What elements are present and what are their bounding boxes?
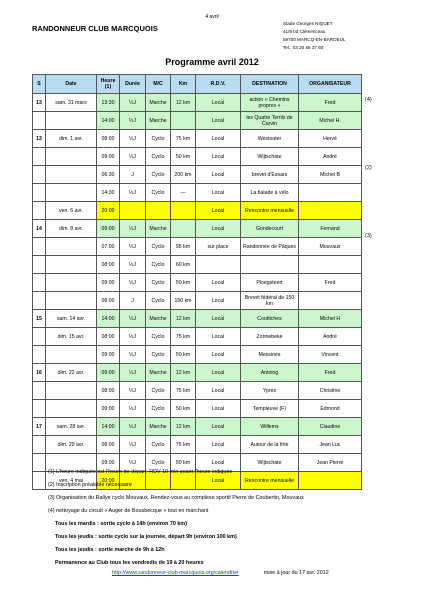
organiser-cell: André — [299, 328, 362, 346]
time-cell: 09:00 — [97, 400, 120, 418]
time-cell: 08:00 — [97, 292, 120, 310]
page-note: 4 avril — [205, 14, 219, 20]
rdv-cell: Local — [196, 292, 241, 310]
destination-cell: Wijtschate — [241, 454, 299, 472]
table-row — [33, 202, 362, 220]
duration-cell: ½J — [120, 238, 146, 256]
duration-cell: ½J — [120, 274, 146, 292]
duration-cell: ½J — [120, 346, 146, 364]
time-cell: 14:00 — [97, 112, 120, 130]
rdv-cell: Local — [196, 220, 241, 238]
table-row — [33, 184, 362, 202]
destination-cell: Ypres — [241, 382, 299, 400]
date-cell — [46, 184, 97, 202]
time-cell: 09:00 — [97, 364, 120, 382]
footer-link[interactable]: http://www.randonneur-club-marcquois.org/calendrier — [112, 570, 239, 576]
distance-cell — [171, 202, 196, 220]
organiser-cell: Claudine — [299, 418, 362, 436]
table-row — [33, 436, 362, 454]
rdv-cell: Local — [196, 94, 241, 112]
address-line: 59700 MARCQ-EN-BAROEUL — [283, 37, 346, 42]
footnote: (4) nettoyage du circuit « Auger de Bousbecque » tout en marchant — [48, 508, 209, 514]
footnote: (1) L'heure indiquée est l'heure de départ. RDV 10 min avant l'heure indiquée — [48, 469, 233, 475]
time-cell: 14:30 — [97, 184, 120, 202]
footer — [112, 570, 329, 576]
distance-cell: 50 km — [171, 400, 196, 418]
address-line: Stade Georges NIQUET — [283, 21, 333, 26]
date-cell: sam. 28 avr. — [46, 418, 97, 436]
duration-cell: ½J — [120, 364, 146, 382]
date-cell — [46, 112, 97, 130]
table-row — [33, 292, 362, 310]
club-address — [283, 20, 383, 52]
week-cell: 15 — [33, 310, 46, 328]
destination-cell: les Quatre Terrils de Carvin — [241, 112, 299, 130]
distance-cell: 50 km — [171, 148, 196, 166]
destination-cell: Brevet fédéral de 150 km — [241, 292, 299, 310]
type-cell — [146, 202, 171, 220]
duration-cell: ½J — [120, 256, 146, 274]
time-cell: 08:00 — [97, 328, 120, 346]
table-row — [33, 166, 362, 184]
rdv-cell: Local — [196, 166, 241, 184]
header-cell: DESTINATION — [241, 75, 299, 94]
week-cell — [33, 382, 46, 400]
time-cell: 20:00 — [97, 472, 120, 490]
week-cell — [33, 184, 46, 202]
table-row — [33, 256, 362, 274]
rdv-cell: Local — [196, 400, 241, 418]
header-cell: Heure (1) — [97, 75, 120, 94]
table-row — [33, 418, 362, 436]
type-cell: Cyclo — [146, 274, 171, 292]
distance-cell — [171, 220, 196, 238]
time-cell: 07:00 — [97, 238, 120, 256]
distance-cell: 75 km — [171, 130, 196, 148]
type-cell: Cyclo — [146, 400, 171, 418]
date-cell: dim. 15 avr. — [46, 328, 97, 346]
table-body — [33, 94, 362, 490]
duration-cell: ½J — [120, 454, 146, 472]
time-cell: 14:00 — [97, 418, 120, 436]
organiser-cell: Michel H — [299, 310, 362, 328]
date-cell: dim. 1 avr. — [46, 130, 97, 148]
type-cell: Marche — [146, 418, 171, 436]
duration-cell: J — [120, 292, 146, 310]
week-cell — [33, 454, 46, 472]
type-cell: Cyclo — [146, 382, 171, 400]
week-cell — [33, 400, 46, 418]
distance-cell: 75 km — [171, 382, 196, 400]
date-cell — [46, 292, 97, 310]
duration-cell: ½J — [120, 418, 146, 436]
distance-cell: 50 km — [171, 454, 196, 472]
duration-cell: ½J — [120, 130, 146, 148]
type-cell: Cyclo — [146, 346, 171, 364]
organiser-cell: Fernand — [299, 220, 362, 238]
date-cell: dim. 29 avr. — [46, 436, 97, 454]
page-title: Programme avril 2012 — [165, 57, 259, 67]
organiser-cell: Fred — [299, 94, 362, 112]
table-row — [33, 274, 362, 292]
distance-cell — [171, 112, 196, 130]
organiser-cell: Michel H. — [299, 112, 362, 130]
destination-cell: Rencontre mensuelle — [241, 472, 299, 490]
rdv-cell: Local — [196, 346, 241, 364]
week-cell: 16 — [33, 364, 46, 382]
date-cell — [46, 274, 97, 292]
type-cell: Cyclo — [146, 148, 171, 166]
distance-cell: 200 km — [171, 166, 196, 184]
type-cell: Cyclo — [146, 166, 171, 184]
date-cell: dim. 8 avr. — [46, 220, 97, 238]
distance-cell: 95 km — [171, 238, 196, 256]
date-cell: ven. 6 avr. — [46, 202, 97, 220]
rdv-cell: Local — [196, 436, 241, 454]
distance-cell: 75 km — [171, 328, 196, 346]
time-cell: 08:00 — [97, 436, 120, 454]
destination-cell: Templeuve (F) — [241, 400, 299, 418]
duration-cell: ½J — [120, 328, 146, 346]
destination-cell: Westouter — [241, 130, 299, 148]
header-cell: Km — [171, 75, 196, 94]
rdv-cell: Local — [196, 364, 241, 382]
footnote: (3) Organisation du Rallye cyclo Mouvaux. Rendez-vous au complexe sportif Pierre de Coubertin, Mouvaux — [48, 495, 304, 501]
table-row — [33, 328, 362, 346]
rdv-cell: Local — [196, 274, 241, 292]
time-cell: 06:30 — [97, 166, 120, 184]
week-cell — [33, 292, 46, 310]
week-cell — [33, 256, 46, 274]
organiser-cell: Fred — [299, 274, 362, 292]
distance-cell: 75 km — [171, 436, 196, 454]
table-row — [33, 220, 362, 238]
duration-cell: J — [120, 166, 146, 184]
time-cell: 09:00 — [97, 346, 120, 364]
week-cell — [33, 328, 46, 346]
duration-cell: ½J — [120, 400, 146, 418]
rdv-cell: Local — [196, 202, 241, 220]
side-note: (4) — [365, 97, 372, 103]
organiser-cell — [299, 256, 362, 274]
organiser-cell: Edmond — [299, 400, 362, 418]
organiser-cell: Jean Pierre — [299, 454, 362, 472]
week-cell — [33, 472, 46, 490]
week-cell — [33, 148, 46, 166]
time-cell: 20:00 — [97, 202, 120, 220]
rdv-cell: Local — [196, 310, 241, 328]
type-cell: Cyclo — [146, 454, 171, 472]
destination-cell: Randonnée de Pâques — [241, 238, 299, 256]
notes-block — [48, 466, 304, 570]
header-cell: M/C — [146, 75, 171, 94]
time-cell: 08:00 — [97, 130, 120, 148]
type-cell: Marche — [146, 94, 171, 112]
week-cell — [33, 166, 46, 184]
distance-cell: 60 km — [171, 256, 196, 274]
distance-cell: 12 km — [171, 310, 196, 328]
address-line: Tel.: 03 20 55 37 60 — [283, 45, 324, 50]
schedule-note: Tous les jeudis : sortie marche de 9h à 12h — [55, 547, 165, 553]
time-cell: 09:00 — [97, 454, 120, 472]
organiser-cell: Hervé — [299, 130, 362, 148]
rdv-cell: Local — [196, 472, 241, 490]
date-cell: dim. 22 avr. — [46, 364, 97, 382]
date-cell — [46, 400, 97, 418]
destination-cell: action « Chemins propres » — [241, 94, 299, 112]
distance-cell: 12 km — [171, 418, 196, 436]
header-cell: Durée — [120, 75, 146, 94]
table-row — [33, 364, 362, 382]
time-cell: 09:00 — [97, 220, 120, 238]
destination-cell: Autour de la frite — [241, 436, 299, 454]
duration-cell: ½J — [120, 382, 146, 400]
duration-cell: ½J — [120, 148, 146, 166]
duration-cell: ½J — [120, 184, 146, 202]
week-cell — [33, 112, 46, 130]
schedule-note: Permanence au Club tous les vendredis de 19 à 20 heures — [55, 560, 204, 566]
rdv-cell: Local — [196, 112, 241, 130]
destination-cell — [241, 256, 299, 274]
programme-table — [32, 74, 362, 490]
side-note: (3) — [365, 233, 372, 239]
rdv-cell: Local — [196, 328, 241, 346]
distance-cell: 12 km — [171, 94, 196, 112]
footnote: (2) Inscription préalable nécessaire — [48, 482, 132, 488]
organiser-cell: Mouvaux — [299, 238, 362, 256]
header-cell: R.D.V. — [196, 75, 241, 94]
organiser-cell — [299, 472, 362, 490]
header-cell: Date — [46, 75, 97, 94]
date-cell — [46, 382, 97, 400]
table-row — [33, 148, 362, 166]
type-cell: Cyclo — [146, 292, 171, 310]
type-cell: Marche — [146, 220, 171, 238]
type-cell: Cyclo — [146, 238, 171, 256]
organiser-cell — [299, 202, 362, 220]
distance-cell: 50 km — [171, 346, 196, 364]
rdv-cell: Local — [196, 454, 241, 472]
duration-cell — [120, 202, 146, 220]
rdv-cell: Local — [196, 130, 241, 148]
distance-cell: 50 km — [171, 274, 196, 292]
distance-cell: 150 km — [171, 292, 196, 310]
destination-cell: Messines — [241, 346, 299, 364]
table-row — [33, 382, 362, 400]
type-cell: Marche — [146, 310, 171, 328]
organiser-cell: Christine — [299, 382, 362, 400]
week-cell: 13 — [33, 130, 46, 148]
destination-cell: Willems — [241, 418, 299, 436]
duration-cell: ½J — [120, 94, 146, 112]
duration-cell: ½J — [120, 220, 146, 238]
rdv-cell: sur place — [196, 238, 241, 256]
destination-cell: Zonnebeke — [241, 328, 299, 346]
schedule-note: Tous les mardis : sortie cyclo à 14h (environ 70 km) — [55, 521, 188, 527]
date-cell — [46, 238, 97, 256]
rdv-cell: Local — [196, 148, 241, 166]
table-row — [33, 400, 362, 418]
organiser-cell — [299, 184, 362, 202]
date-cell: ven. 4 mai — [46, 472, 97, 490]
organiser-cell: André — [299, 148, 362, 166]
organiser-cell: Jean Luc — [299, 436, 362, 454]
table-row — [33, 346, 362, 364]
rdv-cell — [196, 256, 241, 274]
date-cell — [46, 346, 97, 364]
table-row — [33, 310, 362, 328]
organiser-cell: Fred — [299, 364, 362, 382]
type-cell: Marche — [146, 364, 171, 382]
date-cell: sam. 14 avr. — [46, 310, 97, 328]
organiser-cell — [299, 292, 362, 310]
week-cell — [33, 202, 46, 220]
schedule-note: Tous les jeudis : sortie cyclo sur la journée, départ 9h (environ 100 km) — [55, 534, 237, 540]
destination-cell: brevet d'Essars — [241, 166, 299, 184]
side-note: (2) — [365, 165, 372, 171]
time-cell: 13:30 — [97, 94, 120, 112]
table-header-row — [33, 75, 362, 94]
destination-cell: Antoing — [241, 364, 299, 382]
date-cell: sam. 31 mars — [46, 94, 97, 112]
destination-cell: Wijtschate — [241, 148, 299, 166]
time-cell: 08:00 — [97, 256, 120, 274]
destination-cell: La balade à vélo — [241, 184, 299, 202]
week-cell: 13 — [33, 94, 46, 112]
header-cell: ORGANISATEUR — [299, 75, 362, 94]
type-cell: Cyclo — [146, 256, 171, 274]
date-cell — [46, 166, 97, 184]
table-row — [33, 130, 362, 148]
destination-cell: Gondecourt — [241, 220, 299, 238]
table-row — [33, 238, 362, 256]
week-cell — [33, 238, 46, 256]
type-cell: Cyclo — [146, 328, 171, 346]
time-cell: 08:00 — [97, 382, 120, 400]
date-cell — [46, 256, 97, 274]
week-cell: 17 — [33, 418, 46, 436]
type-cell: Cyclo — [146, 436, 171, 454]
destination-cell: Couttiches — [241, 310, 299, 328]
type-cell: Cyclo — [146, 184, 171, 202]
duration-cell: ½J — [120, 310, 146, 328]
rdv-cell: Local — [196, 184, 241, 202]
rdv-cell: Local — [196, 382, 241, 400]
table-row — [33, 94, 362, 112]
week-cell — [33, 274, 46, 292]
week-cell — [33, 436, 46, 454]
week-cell — [33, 346, 46, 364]
destination-cell: Rencontre mensuelle — [241, 202, 299, 220]
organiser-cell: Michel B — [299, 166, 362, 184]
table-row — [33, 112, 362, 130]
week-cell: 14 — [33, 220, 46, 238]
time-cell: 14:00 — [97, 310, 120, 328]
destination-cell: Ploegsteert — [241, 274, 299, 292]
type-cell: Cyclo — [146, 130, 171, 148]
duration-cell: ½J — [120, 436, 146, 454]
time-cell: 09:00 — [97, 274, 120, 292]
duration-cell: ½J — [120, 112, 146, 130]
distance-cell: 12 km — [171, 364, 196, 382]
time-cell: 09:00 — [97, 148, 120, 166]
header-cell: S — [33, 75, 46, 94]
rdv-cell: Local — [196, 418, 241, 436]
address-line: 41/9 bd Clémenceau — [283, 29, 326, 34]
type-cell: Marche — [146, 112, 171, 130]
distance-cell: — — [171, 184, 196, 202]
date-cell — [46, 148, 97, 166]
club-name: RANDONNEUR CLUB MARCQUOIS — [32, 24, 158, 33]
footer-update: mise à jour du 17 avr. 2012 — [263, 570, 329, 576]
organiser-cell: Vincent — [299, 346, 362, 364]
